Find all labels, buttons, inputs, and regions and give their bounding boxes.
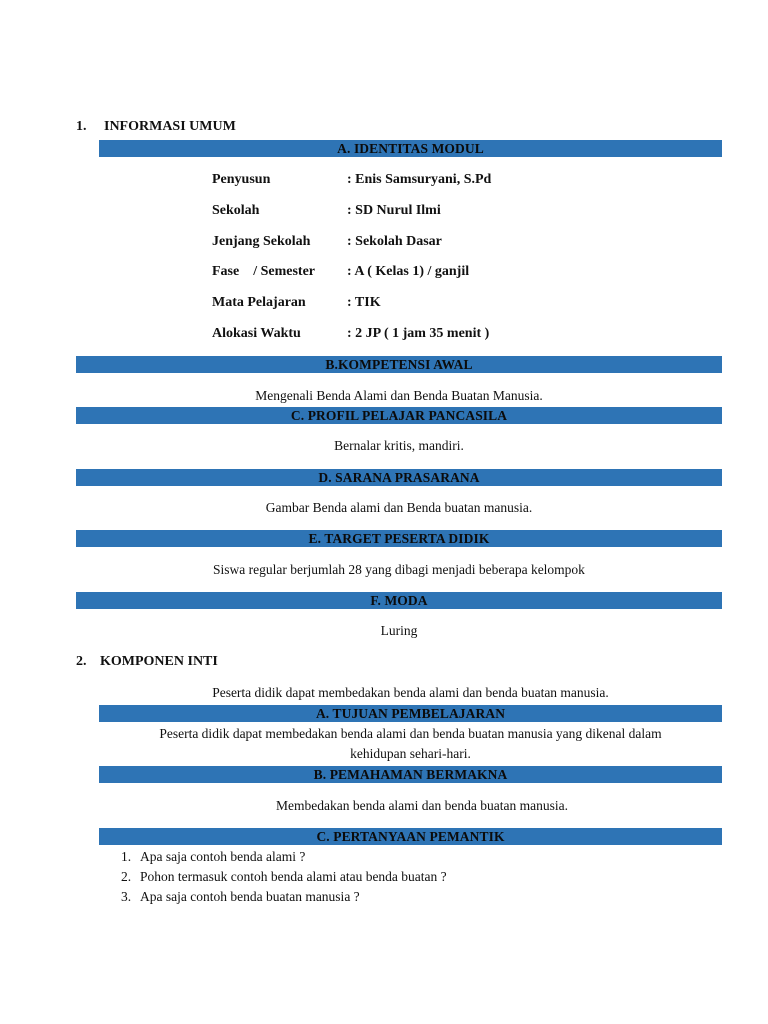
profil-pelajar-header: C. PROFIL PELAJAR PANCASILA: [76, 407, 722, 424]
identitas-label-alokasi: Alokasi Waktu: [212, 326, 301, 341]
identitas-modul-header: A. IDENTITAS MODUL: [99, 140, 722, 157]
identitas-label-jenjang: Jenjang Sekolah: [212, 234, 311, 249]
identitas-value-alokasi: : 2 JP ( 1 jam 35 menit ): [347, 326, 490, 341]
identitas-value-fase: : A ( Kelas 1) / ganjil: [347, 264, 470, 279]
pertanyaan-item: Apa saja contoh benda alami ?: [140, 849, 306, 864]
pertanyaan-item: Pohon termasuk contoh benda alami atau benda buatan ?: [140, 869, 447, 884]
target-peserta-header: E. TARGET PESERTA DIDIK: [76, 530, 722, 547]
target-peserta-text: Siswa regular berjumlah 28 yang dibagi menjadi beberapa kelompok: [213, 562, 585, 577]
komponen-inti-intro: Peserta didik dapat membedakan benda alami dan benda buatan manusia.: [212, 685, 609, 700]
identitas-value-jenjang: : Sekolah Dasar: [347, 234, 442, 249]
section-1-number: 1.: [76, 119, 87, 134]
pertanyaan-pemantik-header: C. PERTANYAAN PEMANTIK: [99, 828, 722, 845]
sarana-prasarana-text: Gambar Benda alami dan Benda buatan manusia.: [265, 500, 533, 515]
sarana-prasarana-header: D. SARANA PRASARANA: [76, 469, 722, 486]
section-2-number: 2.: [76, 654, 87, 669]
tujuan-pembelajaran-line-2: kehidupan sehari-hari.: [350, 746, 471, 761]
pertanyaan-number: 2.: [121, 869, 132, 884]
pertanyaan-item: Apa saja contoh benda buatan manusia ?: [140, 889, 360, 904]
identitas-label-fase: Fase / Semester: [212, 264, 316, 279]
identitas-label-sekolah: Sekolah: [212, 203, 260, 218]
tujuan-pembelajaran-header: A. TUJUAN PEMBELAJARAN: [99, 705, 722, 722]
moda-header: F. MODA: [76, 592, 722, 609]
profil-pelajar-text: Bernalar kritis, mandiri.: [334, 438, 464, 453]
pertanyaan-number: 3.: [121, 889, 132, 904]
identitas-label-mapel: Mata Pelajaran: [212, 295, 306, 310]
pemahaman-bermakna-text: Membedakan benda alami dan benda buatan manusia.: [275, 798, 569, 813]
identitas-value-penyusun: : Enis Samsuryani, S.Pd: [347, 172, 492, 187]
pemahaman-bermakna-header: B. PEMAHAMAN BERMAKNA: [99, 766, 722, 783]
pertanyaan-number: 1.: [121, 849, 132, 864]
kompetensi-awal-text: Mengenali Benda Alami dan Benda Buatan Manusia.: [255, 388, 543, 403]
identitas-label-penyusun: Penyusun: [212, 172, 271, 187]
section-2-title: KOMPONEN INTI: [100, 654, 218, 669]
moda-text: Luring: [380, 623, 418, 638]
section-1-title: INFORMASI UMUM: [104, 119, 236, 134]
identitas-value-sekolah: : SD Nurul Ilmi: [347, 203, 441, 218]
identitas-value-mapel: : TIK: [347, 295, 381, 310]
tujuan-pembelajaran-line-1: Peserta didik dapat membedakan benda alami dan benda buatan manusia yang dikenal dalam: [159, 726, 662, 741]
kompetensi-awal-header: B.KOMPETENSI AWAL: [76, 356, 722, 373]
